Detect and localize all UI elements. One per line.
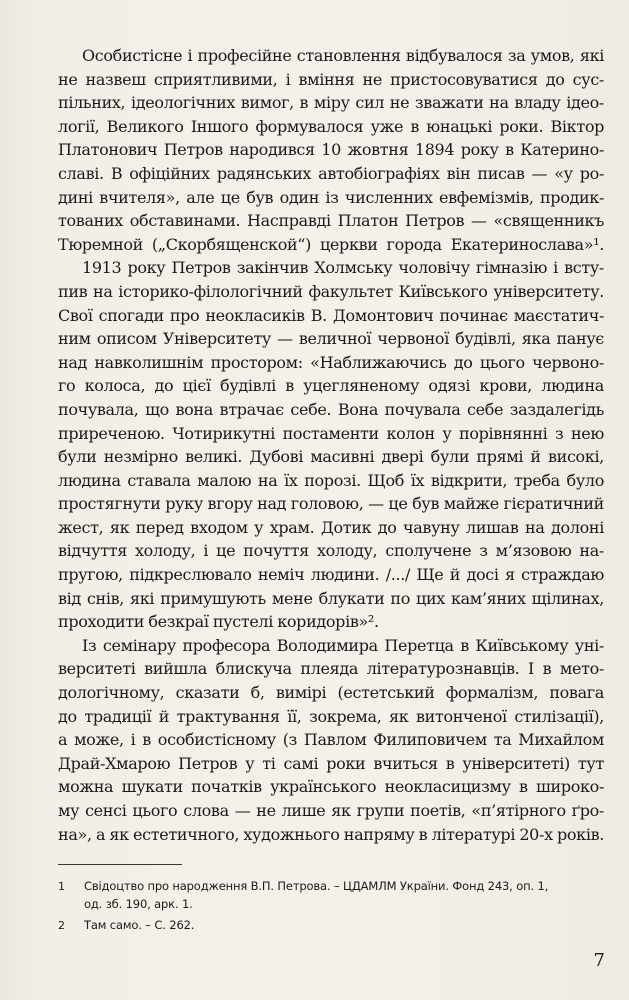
text-line: жест, як перед входом у храм. Дотик до чавуну лишав на долоні <box>58 517 604 537</box>
text-line: дологічному, сказати б, вимірі (естетський формалізм, повага <box>58 683 604 703</box>
text-line: пругою, підкреслювало неміч людини. /.../ Ще й досі я страждаю <box>58 565 604 585</box>
text-line: почувала, що вона втрачає себе. Вона почувала себе заздалегідь <box>58 399 604 419</box>
text-line: від снів, які примушують мене блукати по цих кам’яних щілинах, <box>58 588 604 608</box>
text-line: логії, Великого Іншого формувалося уже в юнацькі роки. Віктор <box>58 116 604 136</box>
footnote-line: Свідоцтво про народження В.П. Петрова. – ЦДАМЛМ України. Фонд 243, оп. 1, <box>84 879 549 893</box>
text-line: приреченою. Чотирикутні постаменти колон у порівнянні з нею <box>58 423 604 443</box>
footnote-line: од. зб. 190, арк. 1. <box>84 896 193 911</box>
page-number: 7 <box>593 950 605 971</box>
footnote-separator <box>58 864 182 865</box>
text-line: Драй-Хмарою Петров у ті самі роки вчиться в університеті) тут <box>58 753 604 773</box>
footnote-line: Там само. – С. 262. <box>84 918 195 932</box>
main-text <box>58 44 604 846</box>
text-line: проходити безкраї пустелі коридорів»². <box>58 612 379 632</box>
footnotes <box>58 878 604 939</box>
text-line: були незмірно великі. Дубові масивні двері були прямі й високі, <box>58 447 604 467</box>
text-line: на», а як естетичного, художнього напряму в літературі 20-х років. <box>58 824 604 844</box>
text-line: до традиції й трактування її, зокрема, як витонченої стилізації), <box>58 706 604 726</box>
text-line: го колоса, до цієї будівлі в уцегляненому одязі крови, людина <box>58 376 604 396</box>
text-line: тованих обставинами. Насправді Платон Петров — «священникъ <box>58 211 604 231</box>
footnote-number: 1 <box>58 880 65 893</box>
text-line: Особистісне і професійне становлення відбувалося за умов, які <box>82 46 604 65</box>
footnote-2 <box>58 917 604 935</box>
text-line: Тюремной („Скорбященской“) церкви города Екатеринослава»¹. <box>58 234 604 254</box>
text-line: можна шукати початків українського неокласицизму в широко- <box>58 777 604 797</box>
paragraph-2 <box>58 256 604 634</box>
text-line: а може, і в особистісному (з Павлом Филиповичем та Михайлом <box>58 730 604 750</box>
text-line: славі. В офіційних радянських автобіографіях він писав — «у ро- <box>58 163 604 183</box>
text-line: 1913 року Петров закінчив Холмську чоловічу гімназію і всту- <box>82 258 604 278</box>
text-line: відчуття холоду, і це почуття холоду, сполучене з м’язовою на- <box>58 541 604 561</box>
text-line: над навколишнім простором: «Наближаючись до цього червоно- <box>58 352 604 372</box>
text-line: пільних, ідеологічних вимог, в міру сил не зважати на владу ідео- <box>58 93 604 113</box>
paragraph-1 <box>58 44 604 256</box>
text-line: му сенсі цього слова — не лише як групи поетів, «п’ятірного ґро- <box>58 801 604 820</box>
text-line: Свої спогади про неокласиків В. Домонтович починає маєстатич- <box>58 305 604 325</box>
text-line: ним описом Університету — величної червоної будівлі, яка панує <box>58 329 604 349</box>
text-line: Із семінару професора Володимира Перетца в Київському уні- <box>82 635 604 655</box>
text-line: людина ставала малою на їх порозі. Щоб їх відкрити, треба було <box>58 470 604 490</box>
text-line: пив на історико-філологічний факультет Київського університету. <box>58 281 604 301</box>
text-line: Платонович Петров народився 10 жовтня 1894 року в Катерино- <box>58 140 604 160</box>
text-line: дині вчителя», але це був один із численних евфемізмів, продик- <box>58 187 604 207</box>
text-line: верситеті вийшла блискуча плеяда літературознавців. І в мето- <box>58 659 604 679</box>
text-line: не назвеш сприятливими, і вміння не пристосовуватися до сус- <box>58 69 604 89</box>
text-line: простягнути руку вгору над головою, — це був майже гієратичний <box>58 494 604 514</box>
footnote-1 <box>58 878 604 913</box>
paragraph-3 <box>58 634 604 846</box>
footnote-number: 2 <box>58 919 65 932</box>
